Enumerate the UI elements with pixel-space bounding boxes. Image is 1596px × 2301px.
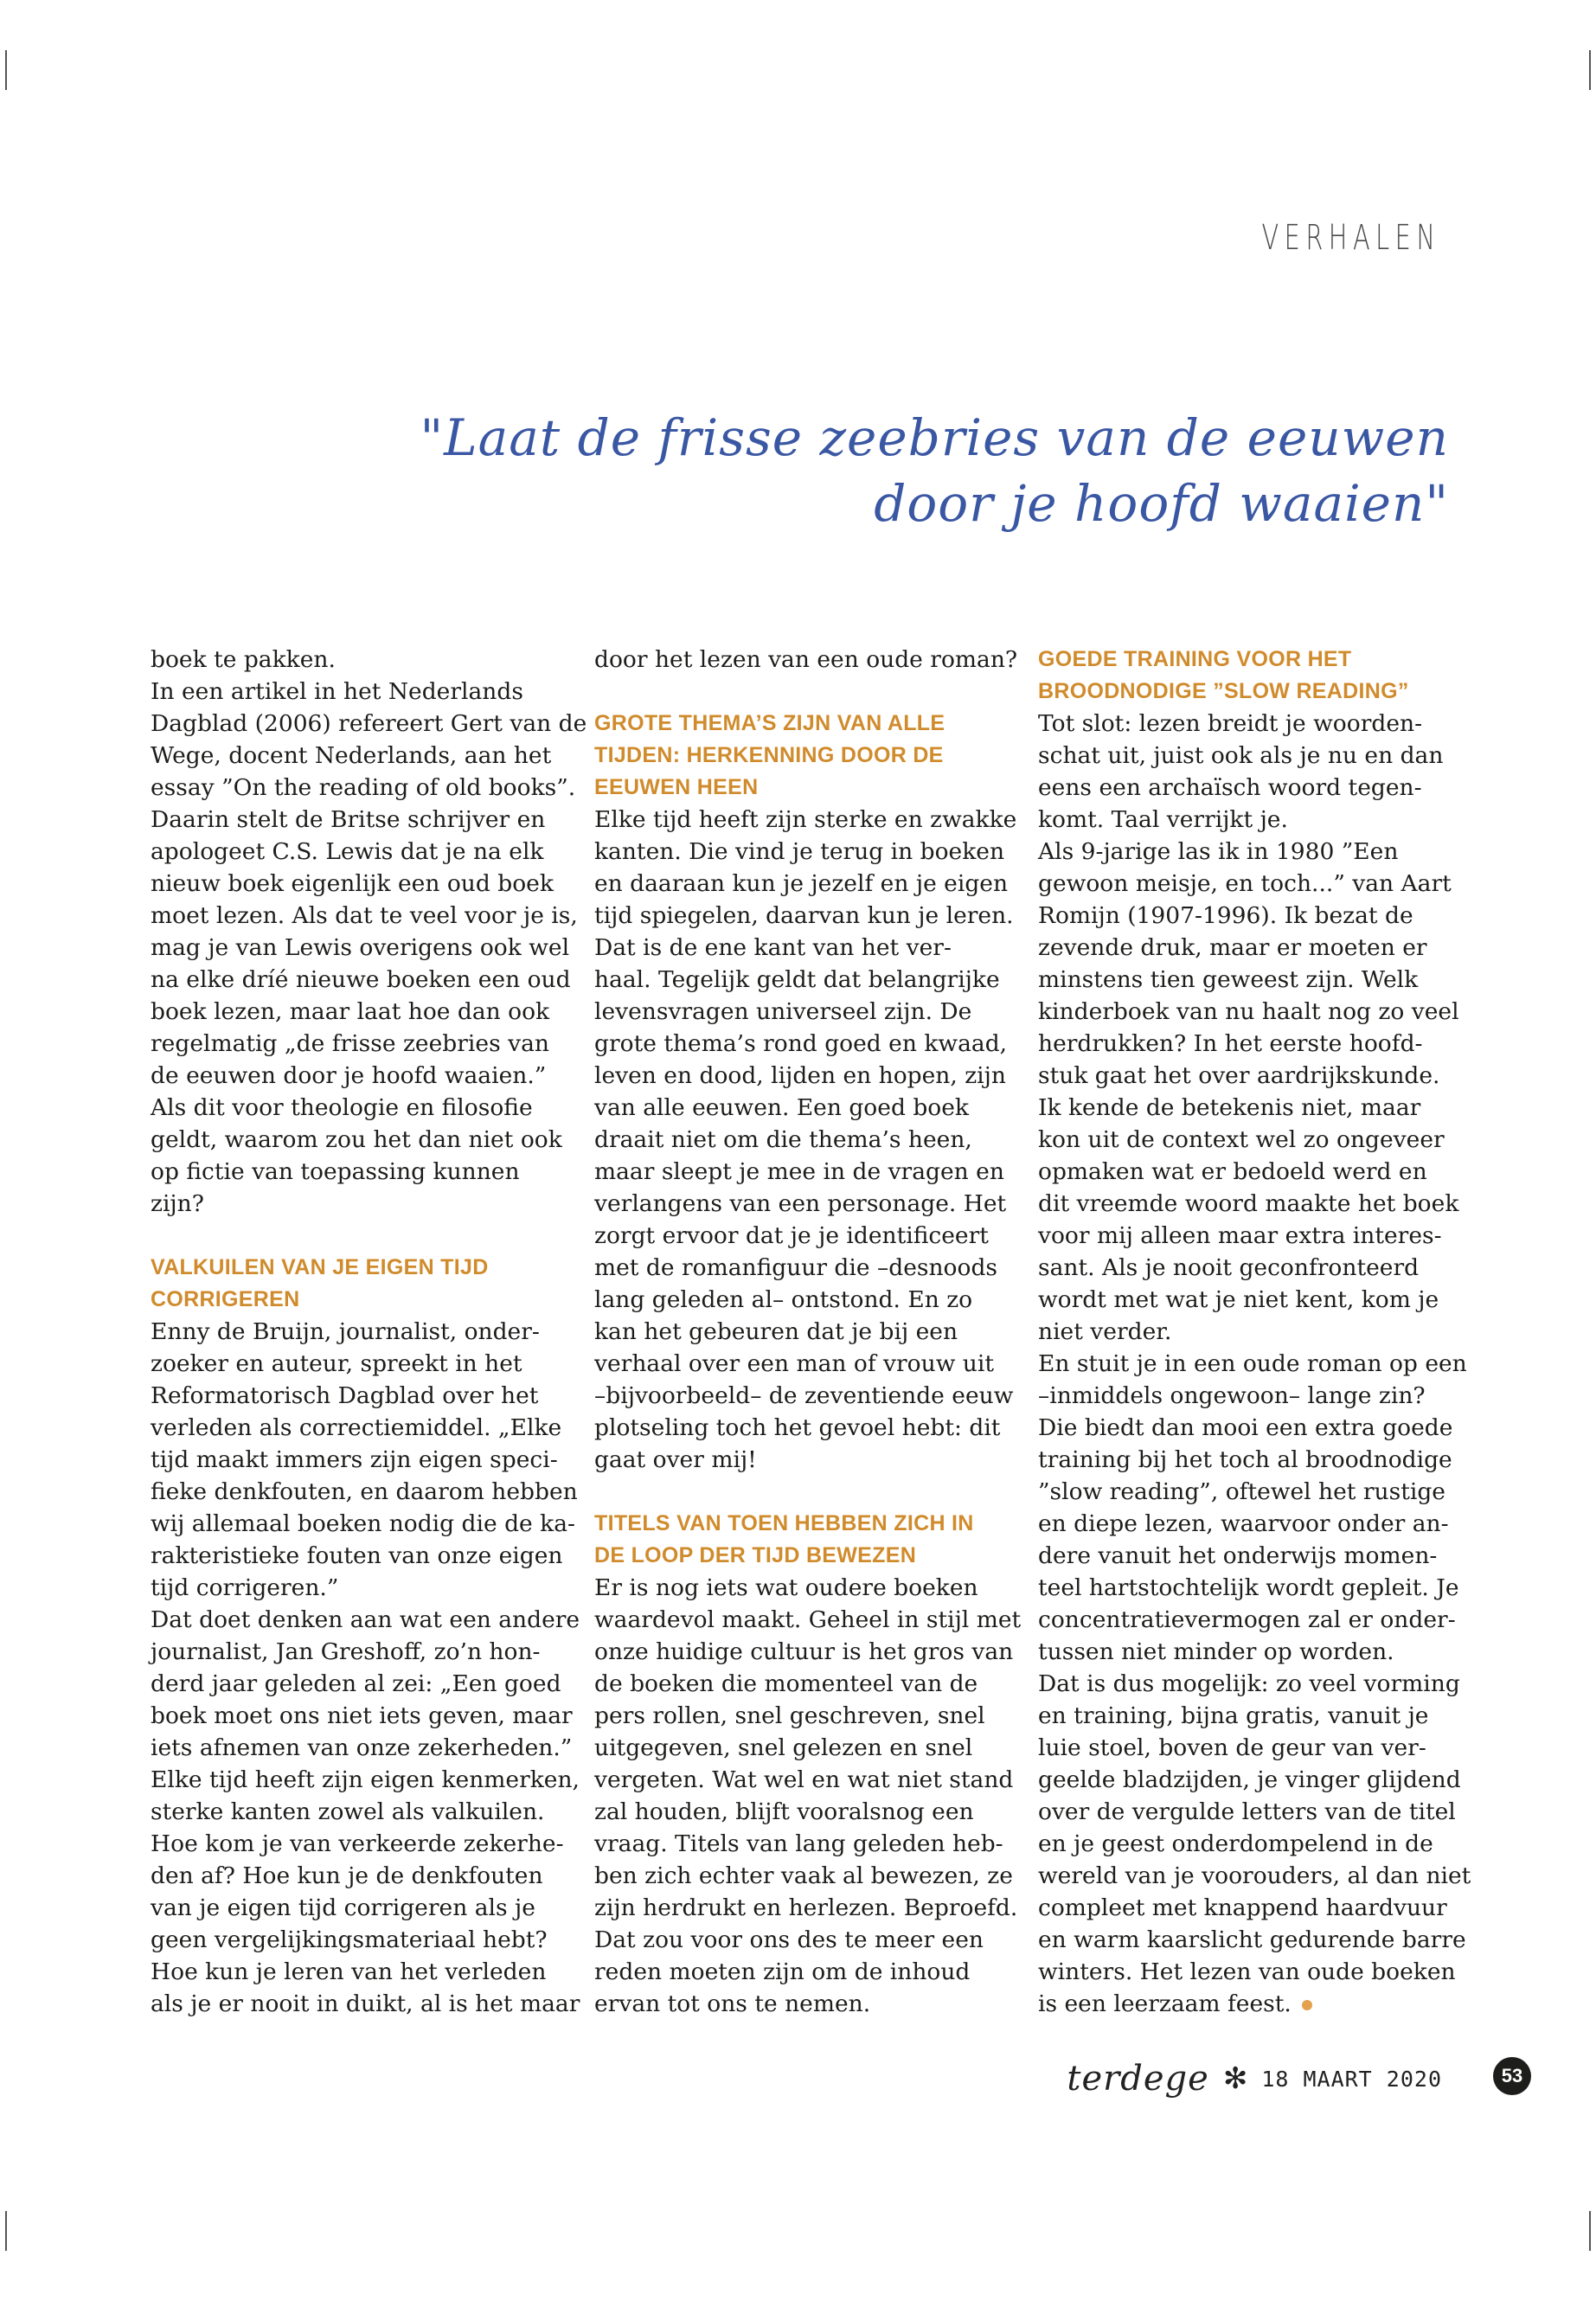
- text-line: Die biedt dan mooi een extra goede: [1038, 1414, 1453, 1441]
- heading-line: CORRIGEREN: [151, 1287, 300, 1311]
- section-heading-titels: [594, 1508, 1008, 1572]
- text-line: Reformatorisch Dagblad over het: [151, 1382, 539, 1409]
- text-line: gewoon meisje, en toch...” van Aart: [1038, 870, 1452, 897]
- text-line: tijd maakt immers zijn eigen speci-: [151, 1446, 558, 1473]
- text-line: regelmatig „de frisse zeebries van: [151, 1030, 549, 1057]
- text-line: zorgt ervoor dat je je identificeert: [594, 1222, 989, 1249]
- text-line: moet lezen. Als dat te veel voor je is,: [151, 902, 578, 929]
- text-line: Dat doet denken aan wat een andere: [151, 1606, 580, 1633]
- text-line: vergeten. Wat wel en wat niet stand: [594, 1766, 1014, 1793]
- text-line: Er is nog iets wat oudere boeken: [594, 1574, 978, 1601]
- text-line: Elke tijd heeft zijn eigen kenmerken,: [151, 1766, 580, 1793]
- text-line: over de vergulde letters van de titel: [1038, 1798, 1456, 1825]
- text-line: sterke kanten zowel als valkuilen.: [151, 1798, 545, 1825]
- heading-line: GOEDE TRAINING VOOR HET: [1038, 647, 1352, 671]
- text-line: apologeet C.S. Lewis dat je na elk: [151, 838, 544, 865]
- heading-line: TIJDEN: HERKENNING DOOR DE: [594, 743, 944, 767]
- text-line: tijd spiegelen, daarvan kun je leren.: [594, 902, 1014, 929]
- text-line: dere vanuit het onderwijs momen-: [1038, 1542, 1438, 1569]
- text-line: herdrukken? In het eerste hoofd-: [1038, 1030, 1423, 1057]
- text-line-end: [1038, 1988, 1453, 2020]
- page-footer: [1067, 2059, 1442, 2099]
- pull-quote: [411, 405, 1449, 536]
- text-line: journalist, Jan Greshoff, zo’n hon-: [151, 1638, 541, 1665]
- text-line: teel hartstochtelijk wordt gepleit. Je: [1038, 1574, 1459, 1601]
- crop-mark-top-left: [5, 50, 7, 90]
- text-line: kan het gebeuren dat je bij een: [594, 1318, 958, 1345]
- text-line: ervan tot ons te nemen.: [594, 1990, 871, 2017]
- page-number-badge: 53: [1493, 2057, 1531, 2095]
- heading-line: GROTE THEMA’S ZIJN VAN ALLE: [594, 711, 945, 735]
- text-line: zal houden, blijft vooralsnog een: [594, 1798, 974, 1825]
- text-line: derd jaar geleden al zei: „Een goed: [151, 1670, 561, 1697]
- crop-mark-bottom-left: [5, 2211, 7, 2251]
- crop-mark-bottom-right: [1589, 2211, 1591, 2251]
- text-line: uitgegeven, snel gelezen en snel: [594, 1734, 973, 1761]
- text-line: nieuw boek eigenlijk een oud boek: [151, 870, 554, 897]
- text-line: vraag. Titels van lang geleden heb-: [594, 1830, 1003, 1857]
- text-line: boek lezen, maar laat hoe dan ook: [151, 998, 550, 1025]
- text-line: levensvragen universeel zijn. De: [594, 998, 972, 1025]
- magazine-brand: terdege: [1067, 2059, 1209, 2099]
- text-line: en warm kaarslicht gedurende barre: [1038, 1926, 1466, 1953]
- pull-quote-line-2: door je hoofd waaien": [874, 474, 1449, 533]
- article-column-1: [151, 644, 587, 2020]
- text-line: komt. Taal verrijkt je.: [1038, 806, 1288, 833]
- text-line: als je er nooit in duikt, al is het maar: [151, 1990, 580, 2017]
- text-line: Ik kende de betekenis niet, maar: [1038, 1094, 1421, 1121]
- text-line: maar sleept je mee in de vragen en: [594, 1158, 1004, 1185]
- text-line: –bijvoorbeeld– de zeventiende eeuw: [594, 1382, 1014, 1409]
- text-line: leven en dood, lijden en hopen, zijn: [594, 1062, 1006, 1089]
- heading-line: TITELS VAN TOEN HEBBEN ZICH IN: [594, 1511, 974, 1535]
- text-line: wereld van je voorouders, al dan niet: [1038, 1862, 1471, 1889]
- asterisk-icon: ✻: [1222, 2061, 1248, 2096]
- text-line: waardevol maakt. Geheel in stijl met: [594, 1606, 1022, 1633]
- text-line: zevende druk, maar er moeten er: [1038, 934, 1427, 961]
- text-line: wordt met wat je niet kent, kom je: [1038, 1286, 1439, 1313]
- text-line: iets afnemen van onze zekerheden.”: [151, 1734, 573, 1761]
- text-line: geelde bladzijden, je vinger glijdend: [1038, 1766, 1461, 1793]
- text-line: zijn?: [151, 1190, 204, 1217]
- text-line: door het lezen van een oude roman?: [594, 646, 1018, 673]
- text-line: Wege, docent Nederlands, aan het: [151, 742, 552, 769]
- text-line: den af? Hoe kun je de denkfouten: [151, 1862, 543, 1889]
- text-line: sant. Als je nooit geconfronteerd: [1038, 1254, 1420, 1281]
- section-label: VERHALEN: [1261, 218, 1440, 258]
- text-line: Tot slot: lezen breidt je woorden-: [1038, 710, 1423, 737]
- text-line: kon uit de context wel zo ongeveer: [1038, 1126, 1445, 1153]
- text-line: zijn herdrukt en herlezen. Beproefd.: [594, 1894, 1018, 1921]
- text-line: eens een archaïsch woord tegen-: [1038, 774, 1422, 801]
- section-heading-grote-themas: [594, 708, 1008, 804]
- text-line: Daarin stelt de Britse schrijver en: [151, 806, 546, 833]
- text-line: onze huidige cultuur is het gros van: [594, 1638, 1014, 1665]
- text-line: luie stoel, boven de geur van ver-: [1038, 1734, 1426, 1761]
- text-line: compleet met knappend haardvuur: [1038, 1894, 1447, 1921]
- article-column-2: [594, 644, 1022, 2020]
- text-line: wij allemaal boeken nodig die de ka-: [151, 1510, 575, 1537]
- text-line: de boeken die momenteel van de: [594, 1670, 978, 1697]
- text-line: schat uit, juist ook als je nu en dan: [1038, 742, 1444, 769]
- section-heading-valkuilen: [151, 1252, 564, 1316]
- text-line: concentratievermogen zal er onder-: [1038, 1606, 1456, 1633]
- article-column-3: [1038, 644, 1471, 2020]
- text-line: is een leerzaam feest.: [1038, 1990, 1292, 2017]
- text-line: tussen niet minder op worden.: [1038, 1638, 1394, 1665]
- text-line: verlangens van een personage. Het: [594, 1190, 1007, 1217]
- text-line: reden moeten zijn om de inhoud: [594, 1958, 971, 1985]
- section-heading-goede-training: [1038, 644, 1453, 708]
- text-line: en daaraan kun je jezelf en je eigen: [594, 870, 1009, 897]
- text-line: de eeuwen door je hoofd waaien.”: [151, 1062, 547, 1089]
- heading-line: EEUWEN HEEN: [594, 775, 759, 799]
- crop-mark-top-right: [1589, 50, 1591, 90]
- text-line: en je geest onderdompelend in de: [1038, 1830, 1433, 1857]
- text-line: kinderboek van nu haalt nog zo veel: [1038, 998, 1459, 1025]
- text-line: Dat is de ene kant van het ver-: [594, 934, 952, 961]
- text-line: Hoe kun je leren van het verleden: [151, 1958, 547, 1985]
- text-line: voor mij alleen maar extra interes-: [1038, 1222, 1442, 1249]
- text-line: In een artikel in het Nederlands: [151, 678, 523, 705]
- text-line: op fictie van toepassing kunnen: [151, 1158, 520, 1185]
- issue-date: 18 MAART 2020: [1261, 2066, 1442, 2092]
- column-3-body: [1038, 708, 1471, 2020]
- pull-quote-line-1: "Laat de frisse zeebries van de eeuwen: [420, 408, 1449, 467]
- heading-line: DE LOOP DER TIJD BEWEZEN: [594, 1543, 917, 1567]
- text-line: En stuit je in een oude roman op een: [1038, 1350, 1467, 1377]
- text-line: lang geleden al– ontstond. En zo: [594, 1286, 973, 1313]
- text-line: mag je van Lewis overigens ook wel: [151, 934, 570, 961]
- text-line: en diepe lezen, waarvoor onder an-: [1038, 1510, 1449, 1537]
- text-line: rakteristieke fouten van onze eigen: [151, 1542, 563, 1569]
- column-1-body-b: [151, 1316, 580, 2020]
- text-line: verleden als correctiemiddel. „Elke: [151, 1414, 562, 1441]
- text-line: Dagblad (2006) refereert Gert van de: [151, 710, 587, 737]
- column-2-body-b: [594, 1572, 1022, 2020]
- text-line: haal. Tegelijk geldt dat belangrijke: [594, 966, 1000, 993]
- text-line: training bij het toch al broodnodige: [1038, 1446, 1452, 1473]
- text-line: van je eigen tijd corrigeren als je: [151, 1894, 535, 1921]
- text-line: Romijn (1907-1996). Ik bezat de: [1038, 902, 1413, 929]
- text-line: opmaken wat er bedoeld werd en: [1038, 1158, 1427, 1185]
- text-line: kanten. Die vind je terug in boeken: [594, 838, 1005, 865]
- text-line: –inmiddels ongewoon– lange zin?: [1038, 1382, 1426, 1409]
- text-line: plotseling toch het gevoel hebt: dit: [594, 1414, 1001, 1441]
- text-line: na elke dríé nieuwe boeken een oud: [151, 966, 571, 993]
- text-line: gaat over mij!: [594, 1446, 757, 1473]
- text-line: boek te pakken.: [151, 646, 336, 673]
- text-line: tijd corrigeren.”: [151, 1574, 339, 1601]
- text-line: boek moet ons niet iets geven, maar: [151, 1702, 573, 1729]
- text-line: Hoe kom je van verkeerde zekerhe-: [151, 1830, 564, 1857]
- text-line: Elke tijd heeft zijn sterke en zwakke: [594, 806, 1017, 833]
- text-line: verhaal over een man of vrouw uit: [594, 1350, 995, 1377]
- text-line: Enny de Bruijn, journalist, onder-: [151, 1318, 540, 1345]
- text-line: van alle eeuwen. Een goed boek: [594, 1094, 969, 1121]
- text-line: Dat zou voor ons des te meer een: [594, 1926, 984, 1953]
- text-line: stuk gaat het over aardrijkskunde.: [1038, 1062, 1440, 1089]
- text-line: ”slow reading”, oftewel het rustige: [1038, 1478, 1445, 1505]
- text-line: geldt, waarom zou het dan niet ook: [151, 1126, 562, 1153]
- text-line: zoeker en auteur, spreekt in het: [151, 1350, 522, 1377]
- text-line: pers rollen, snel geschreven, snel: [594, 1702, 985, 1729]
- text-line: fieke denkfouten, en daarom hebben: [151, 1478, 578, 1505]
- heading-line: VALKUILEN VAN JE EIGEN TIJD: [151, 1255, 489, 1279]
- text-line: geen vergelijkingsmateriaal hebt?: [151, 1926, 548, 1953]
- end-of-article-dot-icon: [1302, 2000, 1312, 2010]
- text-line: essay ”On the reading of old books”.: [151, 774, 576, 801]
- text-line: niet verder.: [1038, 1318, 1172, 1345]
- text-line: grote thema’s rond goed en kwaad,: [594, 1030, 1008, 1057]
- text-line: met de romanfiguur die –desnoods: [594, 1254, 998, 1281]
- text-line: ben zich echter vaak al bewezen, ze: [594, 1862, 1013, 1889]
- column-2-body-a: [594, 804, 1017, 1476]
- text-line: en training, bijna gratis, vanuit je: [1038, 1702, 1429, 1729]
- text-line: Als dit voor theologie en filosofie: [151, 1094, 533, 1121]
- column-1-body-a: [151, 644, 587, 1220]
- heading-line: BROODNODIGE ”SLOW READING”: [1038, 679, 1409, 703]
- text-line: Als 9-jarige las ik in 1980 ”Een: [1038, 838, 1399, 865]
- text-line: Dat is dus mogelijk: zo veel vorming: [1038, 1670, 1460, 1697]
- text-line: dit vreemde woord maakte het boek: [1038, 1190, 1459, 1217]
- text-line: minstens tien geweest zijn. Welk: [1038, 966, 1419, 993]
- text-line: winters. Het lezen van oude boeken: [1038, 1958, 1456, 1985]
- text-line: draait niet om die thema’s heen,: [594, 1126, 972, 1153]
